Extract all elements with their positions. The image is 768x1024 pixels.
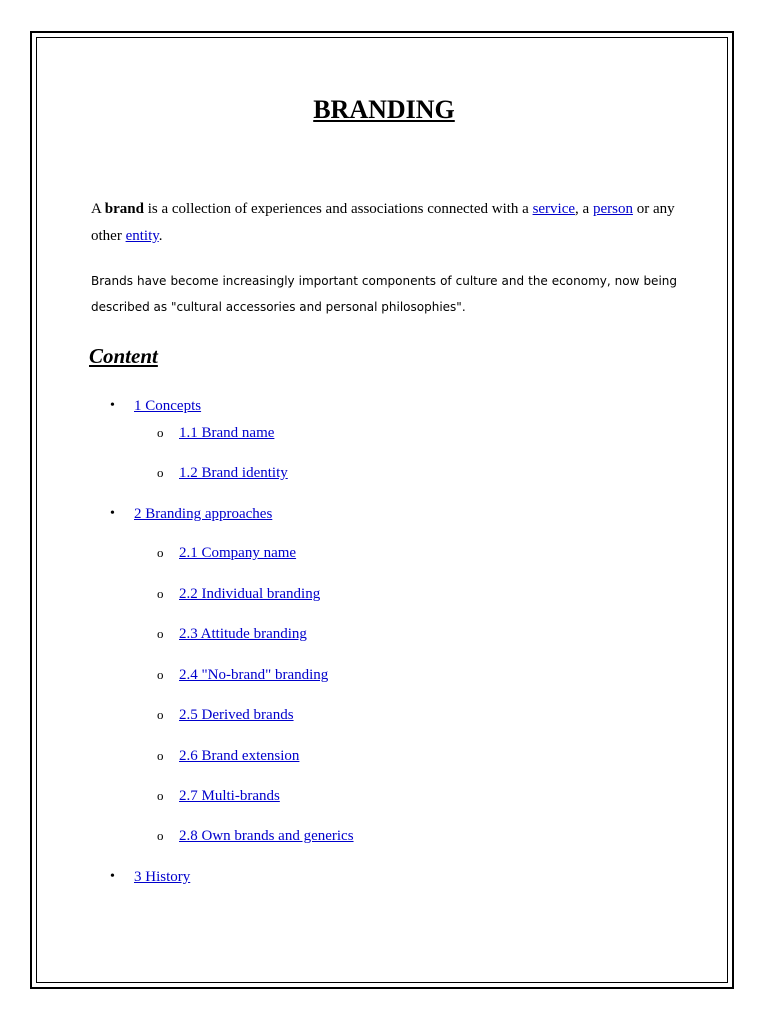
toc-link-branding-approaches[interactable]: 2 Branding approaches: [134, 506, 273, 522]
toc-link-no-brand-branding[interactable]: 2.4 "No-brand" branding: [179, 667, 329, 683]
toc-bullet: o: [157, 586, 164, 601]
intro-prefix: A: [91, 201, 105, 217]
toc-link-own-brands-generics[interactable]: 2.8 Own brands and generics: [179, 828, 354, 844]
toc-bullet: •: [110, 506, 115, 521]
intro-sep1: , a: [575, 201, 593, 217]
toc-bullet: o: [157, 465, 164, 480]
content-heading: Content: [89, 344, 158, 368]
toc-link-brand-identity[interactable]: 1.2 Brand identity: [179, 465, 288, 481]
intro-end: .: [158, 228, 163, 244]
toc-link-brand-name[interactable]: 1.1 Brand name: [179, 425, 275, 441]
toc-bullet: •: [110, 398, 115, 413]
toc-link-company-name[interactable]: 2.1 Company name: [179, 545, 297, 561]
toc-bullet: o: [157, 828, 164, 843]
toc-link-derived-brands[interactable]: 2.5 Derived brands: [179, 707, 294, 723]
intro-middle: is a collection of experiences and associations connected with a: [143, 201, 533, 217]
intro-bold-brand: brand: [104, 201, 144, 217]
intro-paragraph: [91, 196, 681, 250]
intro-sep2: or any other: [91, 201, 675, 244]
toc-bullet: o: [157, 748, 164, 763]
toc-link-individual-branding[interactable]: 2.2 Individual branding: [179, 586, 321, 602]
toc-link-concepts[interactable]: 1 Concepts: [134, 398, 202, 414]
person-link[interactable]: person: [592, 201, 633, 217]
toc-bullet: o: [157, 425, 164, 440]
document-title: BRANDING: [313, 95, 455, 124]
toc-link-attitude-branding[interactable]: 2.3 Attitude branding: [179, 626, 307, 642]
toc-bullet: o: [157, 788, 164, 803]
secondary-paragraph: Brands have become increasingly important components of culture and the economy, now being described as "cultural accessories and personal philosophies".: [91, 274, 677, 314]
toc-link-history[interactable]: 3 History: [134, 869, 191, 885]
toc-bullet: •: [110, 869, 115, 884]
entity-link[interactable]: entity: [125, 228, 159, 244]
toc-bullet: o: [157, 626, 164, 641]
service-link[interactable]: service: [532, 201, 576, 217]
toc-link-multi-brands[interactable]: 2.7 Multi-brands: [179, 788, 280, 804]
toc-link-brand-extension[interactable]: 2.6 Brand extension: [179, 748, 300, 764]
toc-bullet: o: [157, 667, 164, 682]
toc-bullet: o: [157, 545, 164, 560]
toc-bullet: o: [157, 707, 164, 722]
